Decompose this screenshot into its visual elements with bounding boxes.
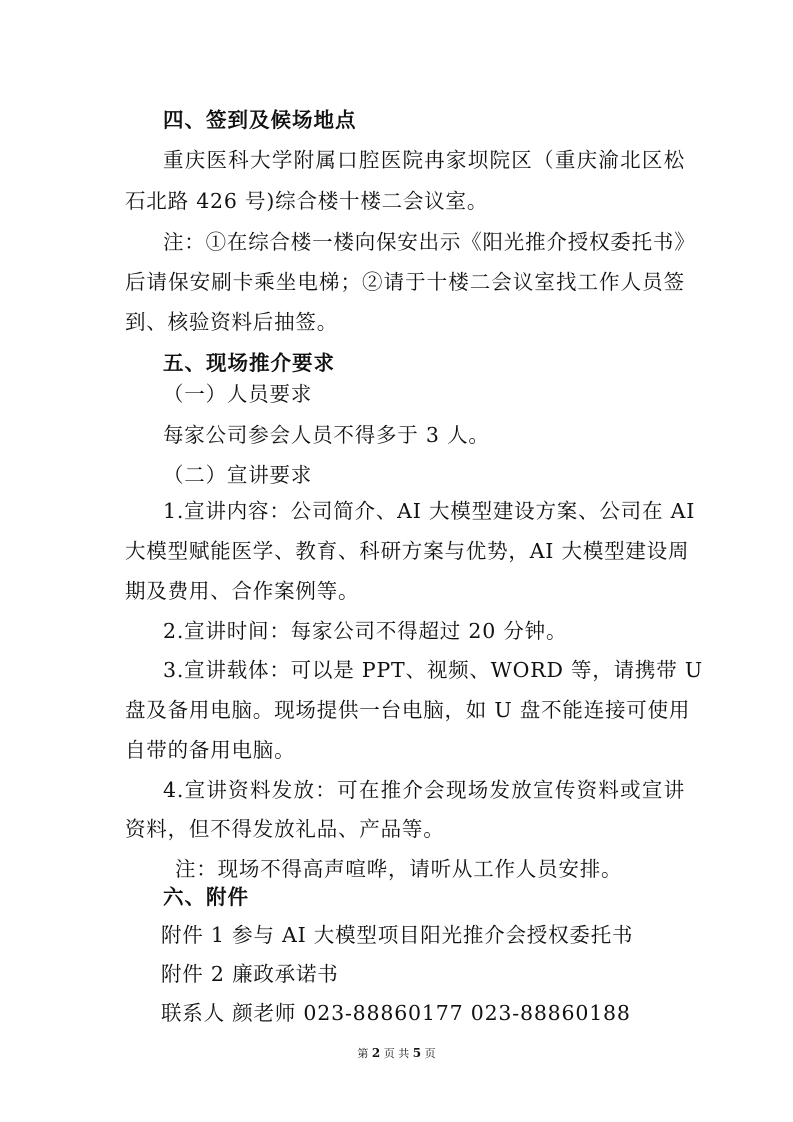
section-5-heading: 五、现场推介要求 [163,351,335,375]
sec4-note-line-1: 注：①在综合楼一楼向保安出示《阳光推介授权委托书》 [163,230,696,254]
sec5-item3-line-2: 盘及备用电脑。现场提供一台电脑，如 U 盘不能连接可使用 [125,698,691,722]
footer-mid: 页 共 [383,1047,410,1060]
sec5-item3-line-1: 3.宣讲载体：可以是 PPT、视频、WORD 等，请携带 U [163,658,703,682]
sec5-item3-line-3: 自带的备用电脑。 [125,738,296,762]
sec4-address-line-1: 重庆医科大学附属口腔医院冉家坝院区（重庆渝北区松 [163,148,685,172]
contact-line: 联系人 颜老师 023-88860177 023-88860188 [161,1001,631,1025]
footer-total-pages: 5 [412,1046,422,1060]
page-footer [0,1045,793,1061]
sec5-sub1-text: 每家公司参会人员不得多于 3 人。 [163,423,490,447]
sec5-sub2-heading: （二）宣讲要求 [163,463,313,487]
sec4-note-line-3: 到、核验资料后抽签。 [125,310,338,334]
sec4-note-line-2: 后请保安刷卡乘坐电梯；②请于十楼二会议室找工作人员签 [125,270,685,294]
sec5-item1-line-1: 1.宣讲内容：公司简介、AI 大模型建设方案、公司在 AI [163,499,696,523]
section-6-heading: 六、附件 [163,885,249,909]
sec5-item2-line-1: 2.宣讲时间：每家公司不得超过 20 分钟。 [163,619,568,643]
footer-current-page: 2 [371,1046,381,1060]
sec5-note: 注：现场不得高声喧哗，请听从工作人员安排。 [175,857,623,881]
sec5-item4-line-2: 资料，但不得发放礼品、产品等。 [125,817,445,841]
attachment-2: 附件 2 廉政承诺书 [161,962,339,986]
section-4-heading: 四、签到及候场地点 [163,108,357,132]
sec5-item1-line-2: 大模型赋能医学、教育、科研方案与优势，AI 大模型建设周 [125,539,690,563]
footer-suffix: 页 [424,1047,436,1060]
sec5-sub1-heading: （一）人员要求 [163,382,313,406]
attachment-1: 附件 1 参与 AI 大模型项目阳光推介会授权委托书 [161,923,634,947]
sec5-item4-line-1: 4.宣讲资料发放：可在推介会现场发放宣传资料或宣讲 [163,778,685,802]
sec4-address-line-2: 石北路 426 号)综合楼十楼二会议室。 [125,189,489,213]
footer-prefix: 第 [357,1047,369,1060]
sec5-item1-line-3: 期及费用、合作案例等。 [125,579,360,603]
